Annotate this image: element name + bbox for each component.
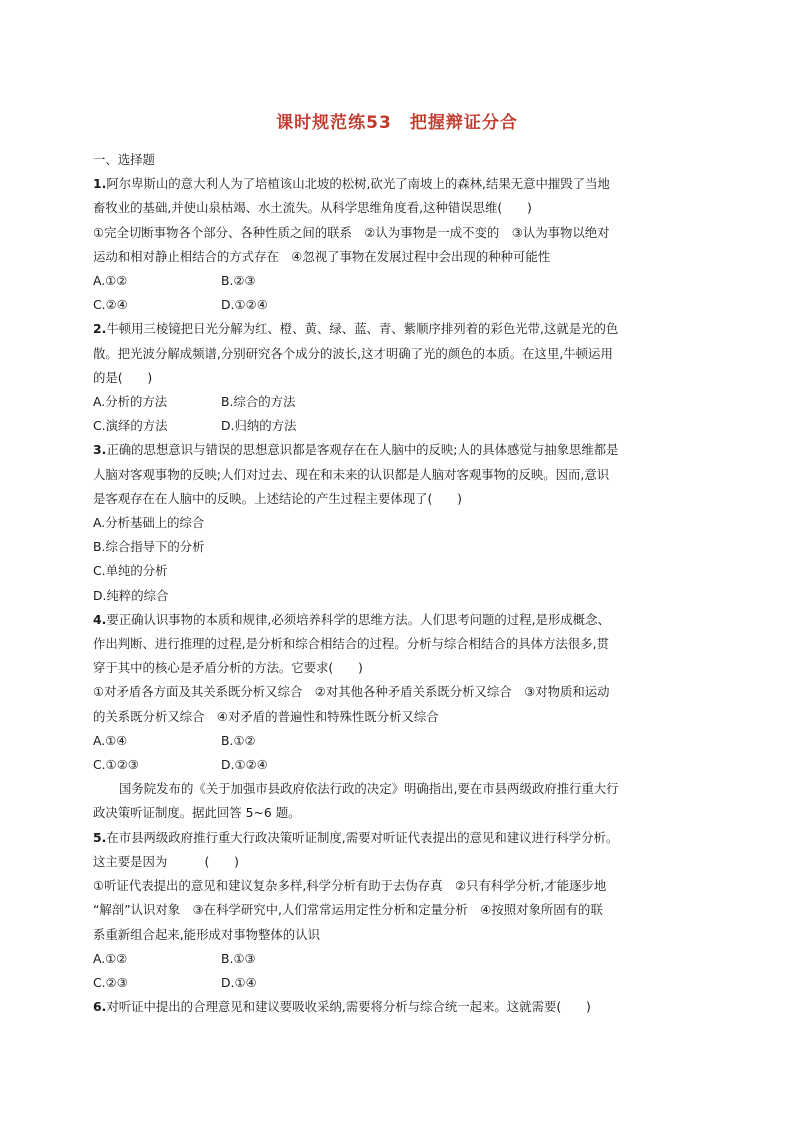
question-text: 穿于其中的核心是矛盾分析的方法。它要求( ): [93, 660, 363, 676]
question-number: 3.: [93, 442, 107, 458]
question-text: 畜牧业的基础,并使山泉枯竭、水土流失。从科学思维角度看,这种错误思维( ): [93, 200, 532, 216]
option-c: C.②③: [93, 974, 128, 990]
stem-text: 国务院发布的《关于加强市县政府依法行政的决定》明确指出,要在市县两级政府推行重大行: [119, 781, 619, 797]
question-text: 散。把光波分解成频谱,分别研究各个成分的波长,这才明确了光的颜色的本质。在这里,牛顿运用: [93, 345, 613, 361]
question-text: 正确的思想意识与错误的思想意识都是客观存在在人脑中的反映;人的具体感觉与抽象思维都是: [106, 442, 619, 458]
statement-text: 的关系既分析又综合 ④对矛盾的普遍性和特殊性既分析又综合: [93, 708, 439, 724]
option-c: C.演绎的方法: [93, 418, 168, 434]
option-c: C.单纯的分析: [93, 563, 168, 579]
option-d: D.①②④: [221, 297, 268, 313]
option-d: D.①②④: [221, 757, 268, 773]
question-text: 的是( ): [93, 369, 153, 385]
option-b: B.①②: [221, 732, 256, 748]
option-b: B.②③: [221, 273, 256, 289]
question-number: 1.: [93, 176, 107, 192]
statement-text: 系重新组合起来,能形成对事物整体的认识: [93, 926, 320, 942]
question-1: [93, 172, 693, 317]
option-b: B.①③: [221, 950, 256, 966]
question-number: 4.: [93, 611, 107, 627]
option-b: B.综合指导下的分析: [93, 539, 205, 555]
question-6: [93, 995, 693, 1019]
question-content: [93, 148, 693, 1019]
question-4: [93, 608, 693, 777]
question-text: 在市县两级政府推行重大行政决策听证制度,需要对听证代表提出的意见和建议进行科学分析。: [106, 829, 619, 845]
option-a: A.分析基础上的综合: [93, 515, 205, 531]
question-text: 要正确认识事物的本质和规律,必须培养科学的思维方法。人们思考问题的过程,是形成概念、: [106, 611, 610, 627]
question-3: [93, 438, 693, 607]
stem-text: 政决策听证制度。据此回答 5~6 题。: [93, 805, 301, 821]
option-a: A.①④: [93, 732, 128, 748]
statement-text: “解剖”认识对象 ③在科学研究中,人们常常运用定性分析和定量分析 ④按照对象所固有的联: [93, 902, 603, 918]
page-title: 课时规范练53 把握辩证分合: [276, 113, 518, 133]
statement-text: ①对矛盾各方面及其关系既分析又综合 ②对其他各种矛盾关系既分析又综合 ③对物质和运动: [93, 684, 610, 700]
question-text: 这主要是因为 ( ): [93, 853, 239, 869]
question-5: [93, 826, 693, 995]
option-d: D.归纳的方法: [221, 418, 297, 434]
section-heading: 一、选择题: [93, 152, 155, 167]
option-d: D.①④: [221, 974, 257, 990]
question-text: 阿尔卑斯山的意大利人为了培植该山北坡的松树,砍光了南坡上的森林,结果无意中摧毁了当地: [106, 176, 610, 192]
question-number: 2.: [93, 321, 107, 337]
question-text: 是客观存在在人脑中的反映。上述结论的产生过程主要体现了( ): [93, 490, 462, 506]
question-number: 5.: [93, 829, 107, 845]
shared-stem: [93, 777, 693, 825]
statement-text: ①完全切断事物各个部分、各种性质之间的联系 ②认为事物是一成不变的 ③认为事物以绝对: [93, 224, 610, 240]
statement-text: ①听证代表提出的意见和建议复杂多样,科学分析有助于去伪存真 ②只有科学分析,才能逐步地: [93, 878, 607, 894]
option-a: A.分析的方法: [93, 394, 168, 410]
question-text: 作出判断、进行推理的过程,是分析和综合相结合的过程。分析与综合相结合的具体方法很多,贯: [93, 636, 609, 652]
option-c: C.①②③: [93, 757, 139, 773]
option-c: C.②④: [93, 297, 128, 313]
option-b: B.综合的方法: [221, 394, 296, 410]
question-number: 6.: [93, 999, 107, 1015]
question-text: 牛顿用三棱镜把日光分解为红、橙、黄、绿、蓝、青、紫顺序排列着的彩色光带,这就是光的色: [106, 321, 619, 337]
option-a: A.①②: [93, 273, 128, 289]
question-text: 人脑对客观事物的反映;人们对过去、现在和未来的认识都是人脑对客观事物的反映。因而,意识: [93, 466, 610, 482]
option-d: D.纯粹的综合: [93, 587, 169, 603]
option-a: A.①②: [93, 950, 128, 966]
question-text: 对听证中提出的合理意见和建议要吸收采纳,需要将分析与综合统一起来。这就需要( ): [106, 999, 591, 1015]
question-2: [93, 317, 693, 438]
statement-text: 运动和相对静止相结合的方式存在 ④忽视了事物在发展过程中会出现的种种可能性: [93, 248, 551, 264]
